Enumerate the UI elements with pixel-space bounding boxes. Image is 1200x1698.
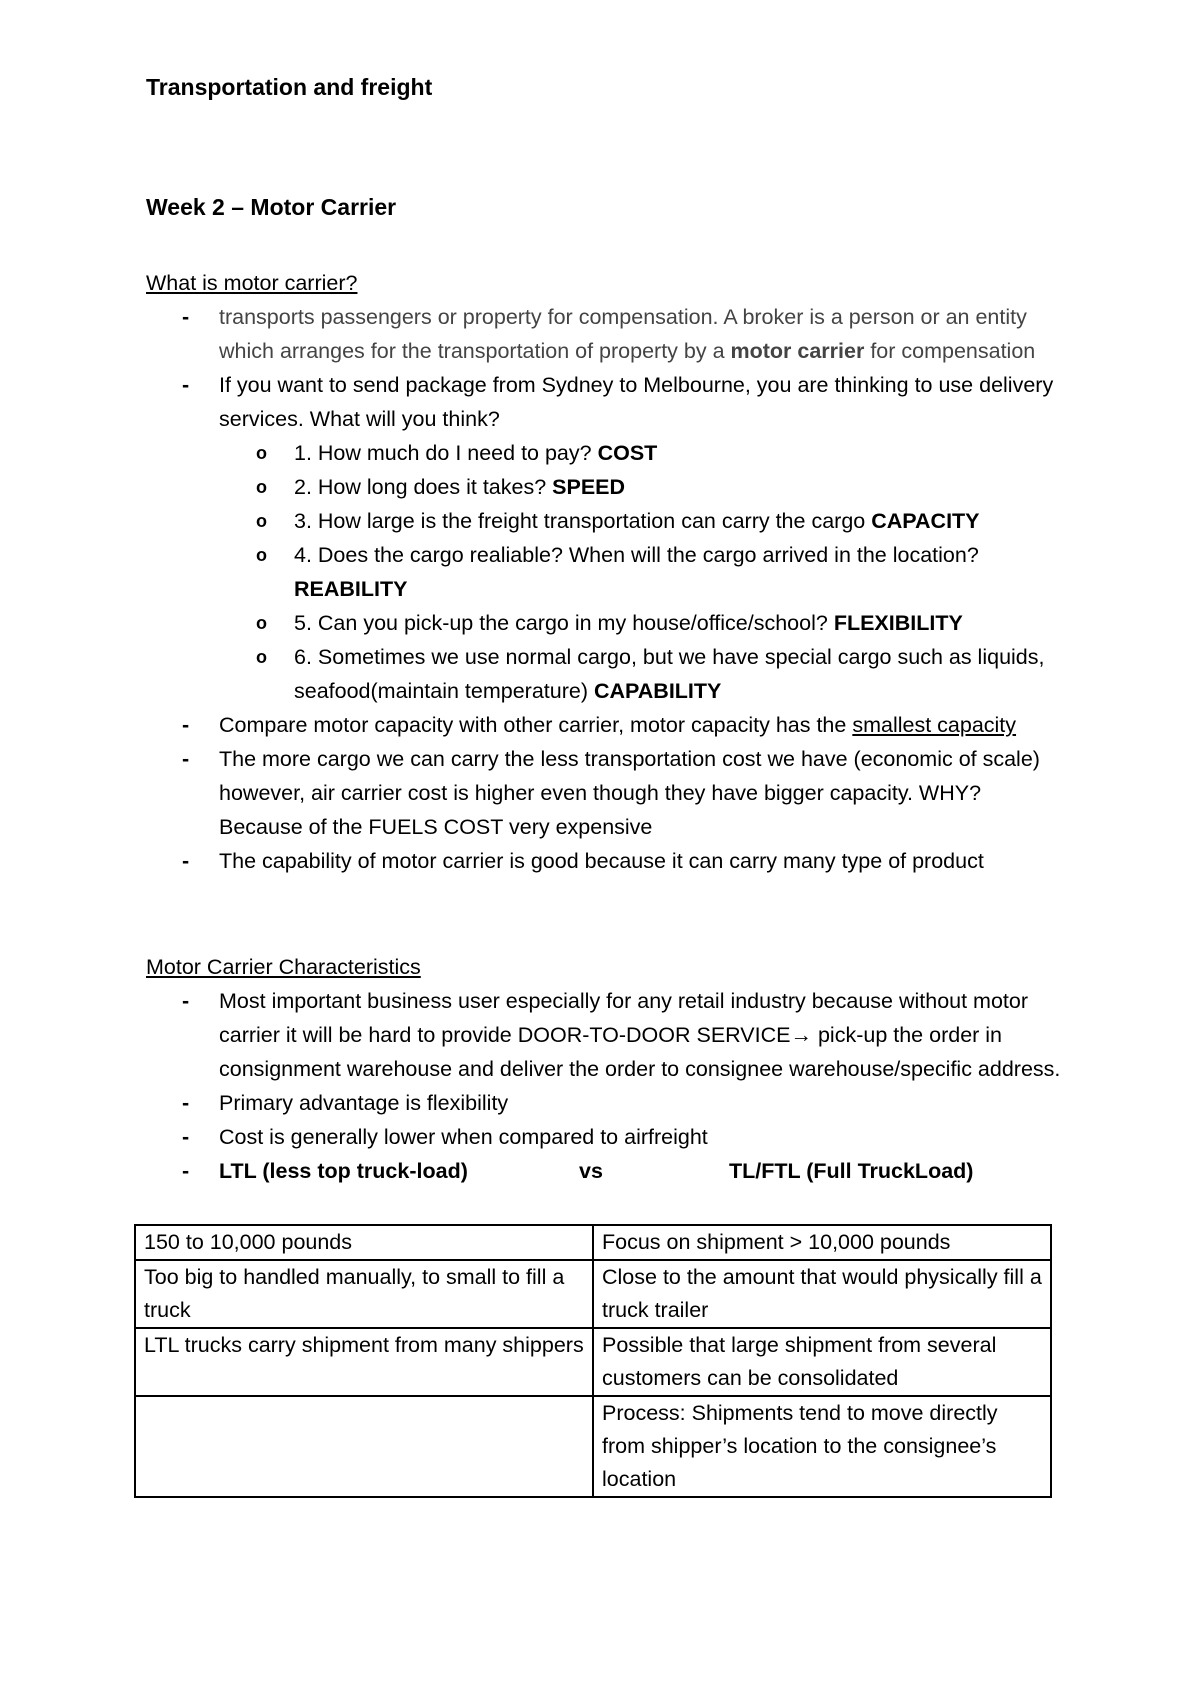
document-title: Transportation and freight	[146, 74, 433, 100]
bullet-list	[146, 984, 1066, 1188]
bullet-text: The capability of motor carrier is good because it can carry many type of product	[219, 849, 984, 873]
table-row	[135, 1260, 1051, 1328]
ltl-vs-tl-line	[219, 1154, 1066, 1188]
right-arrow-icon: →	[790, 1023, 812, 1047]
sub-list-item	[256, 436, 1066, 470]
sub-item-keyword: CAPACITY	[871, 509, 980, 533]
section-heading: Motor Carrier Characteristics	[146, 955, 421, 979]
sub-list-item	[256, 606, 1066, 640]
sub-item-text: 5. Can you pick-up the cargo in my house/office/school?	[294, 611, 834, 635]
table-cell-tl: Focus on shipment > 10,000 pounds	[593, 1225, 1051, 1260]
circle-bullet-icon: o	[256, 545, 267, 565]
list-item	[146, 1086, 1066, 1120]
circle-bullet-icon: o	[256, 477, 267, 497]
sub-item-text: 6. Sometimes we use normal cargo, but we have special cargo such as liquids, seafood(maintain temperature)	[294, 645, 1045, 703]
table-cell-ltl: Too big to handled manually, to small to fill a truck	[135, 1260, 593, 1328]
table-cell-ltl: 150 to 10,000 pounds	[135, 1225, 593, 1260]
list-item	[146, 708, 1066, 742]
bullet-text: Most important business user especially for any retail industry because without motor carrier it will be hard to provide DOOR-TO-DOOR SERVICE	[219, 989, 1029, 1047]
sub-list-wrap	[256, 436, 1066, 708]
bullet-bold-text: motor carrier	[730, 339, 865, 363]
sub-list-item	[256, 538, 1066, 606]
sub-list-item	[256, 640, 1066, 708]
circle-bullet-icon: o	[256, 443, 267, 463]
circle-bullet-icon: o	[256, 511, 267, 531]
week-title: Week 2 – Motor Carrier	[146, 194, 397, 220]
bullet-text: If you want to send package from Sydney to Melbourne, you are thinking to use delivery services. What will you think?	[219, 373, 1054, 431]
sub-item-keyword: REABILITY	[294, 577, 408, 601]
ltl-tl-comparison-table	[134, 1224, 1052, 1498]
bullet-text: for compensation	[864, 339, 1036, 363]
table-row	[135, 1328, 1051, 1396]
sub-item-text: 3. How large is the freight transportation can carry the cargo	[294, 509, 872, 533]
circle-bullet-icon: o	[256, 647, 267, 667]
table-cell-tl: Close to the amount that would physically fill a truck trailer	[593, 1260, 1051, 1328]
section-motor-carrier-characteristics	[146, 950, 1066, 1188]
sub-list-item	[256, 504, 1066, 538]
section-what-is-motor-carrier	[146, 266, 1066, 878]
bullet-text: Primary advantage is flexibility	[219, 1091, 509, 1115]
list-item	[146, 300, 1066, 368]
bullet-text: pick-up the order in consignment warehouse and deliver the order to consignee warehouse/specific address.	[219, 1023, 1061, 1081]
sub-item-text: 4. Does the cargo realiable? When will the cargo arrived in the location?	[294, 543, 979, 567]
ltl-label: - LTL (less top truck-load)	[219, 1159, 468, 1183]
sub-item-keyword: SPEED	[552, 475, 626, 499]
bullet-text: transports passengers or property for compensation. A broker is a person or an entity which arranges for the transportation of property by a	[219, 305, 1027, 363]
bullet-list	[146, 300, 1066, 878]
sub-item-keyword: CAPABILITY	[593, 679, 722, 703]
sub-list-item	[256, 470, 1066, 504]
list-item	[146, 984, 1066, 1086]
tl-label: TL/FTL (Full TruckLoad)	[729, 1159, 974, 1183]
sub-item-keyword: COST	[597, 441, 658, 465]
vs-label: vs	[579, 1159, 603, 1183]
underlined-text: smallest capacity	[852, 713, 1017, 737]
list-item	[146, 1154, 1066, 1188]
bullet-text: The more cargo we can carry the less transportation cost we have (economic of scale) however, air carrier cost is higher even though they have bigger capacity. WHY? Because of the FUELS COST very expensive	[219, 747, 1040, 839]
section-heading: What is motor carrier?	[146, 271, 358, 295]
list-item	[146, 1120, 1066, 1154]
sub-item-keyword: FLEXIBILITY	[833, 611, 963, 635]
table-row	[135, 1396, 1051, 1497]
table-cell-ltl	[135, 1396, 593, 1497]
sub-list	[256, 436, 1066, 708]
table-cell-ltl: LTL trucks carry shipment from many shippers	[135, 1328, 593, 1396]
list-item	[146, 742, 1066, 844]
sub-item-text: 2. How long does it takes?	[294, 475, 553, 499]
circle-bullet-icon: o	[256, 613, 267, 633]
table-cell-tl: Possible that large shipment from several customers can be consolidated	[593, 1328, 1051, 1396]
bullet-text: Cost is generally lower when compared to airfreight	[219, 1125, 708, 1149]
list-item	[146, 844, 1066, 878]
sub-item-text: 1. How much do I need to pay?	[294, 441, 598, 465]
list-item	[146, 368, 1066, 708]
bullet-text: Compare motor capacity with other carrier, motor capacity has the	[219, 713, 853, 737]
table-cell-tl: Process: Shipments tend to move directly from shipper’s location to the consignee’s location	[593, 1396, 1051, 1497]
table-row	[135, 1225, 1051, 1260]
